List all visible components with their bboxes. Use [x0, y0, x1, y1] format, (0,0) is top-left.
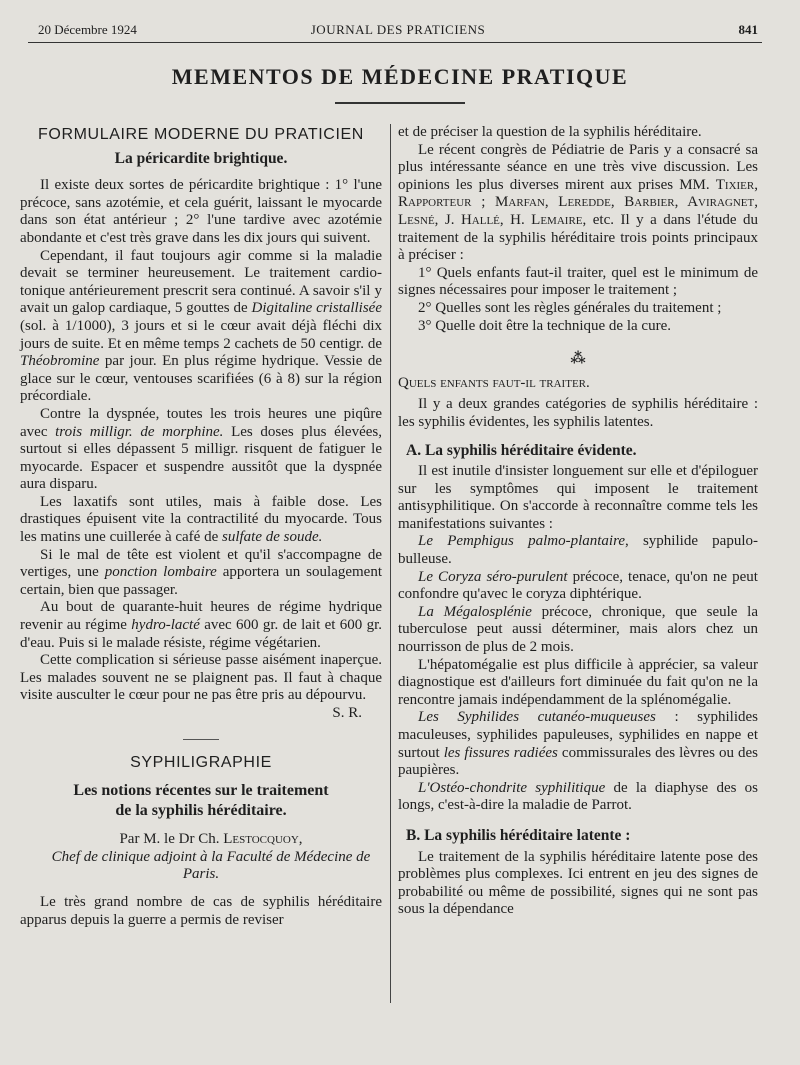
header-rule: [28, 42, 762, 43]
author-affiliation: Chef de clinique adjoint à la Faculté de Médecine de Paris.: [51, 848, 371, 883]
subsection-b-title: B. La syphilis héréditaire latente :: [406, 826, 631, 844]
title-rule: [335, 102, 465, 104]
paragraph: Le Coryza séro-purulent précoce, tenace, qu'on ne peut confondre qu'avec le coryza diphtérique.: [398, 568, 758, 603]
asterism: ⁂: [570, 351, 586, 368]
paragraph: Les laxatifs sont utiles, mais à faible dose. Les drastiques épuisent vite la contractilité du myocarde. Tous les matins une cuillerée à café de sulfate de soude.: [20, 493, 382, 546]
paragraph: L'Ostéo-chondrite syphilitique de la diaphyse des os longs, c'est-à-dire la maladie de Parrot.: [398, 779, 758, 814]
paragraph: Le traitement de la syphilis héréditaire latente pose des problèmes plus complexes. Ici entrent en jeu des signes de probabilité ou même de possibilité, signes qui ne sont pas sous la dépendance: [398, 848, 758, 918]
section-subtitle-pericardite: La péricardite brightique.: [114, 149, 288, 167]
section-separator: [183, 739, 219, 740]
paragraph: et de préciser la question de la syphilis héréditaire.: [398, 124, 702, 140]
paragraph: 2° Quelles sont les règles générales du traitement ;: [418, 299, 722, 316]
signature-line: [20, 705, 382, 723]
page-number: 841: [738, 22, 758, 37]
section-title-formulaire: FORMULAIRE MODERNE DU PRATICIEN: [38, 126, 364, 143]
paragraph: Il existe deux sortes de péricardite brightique : 1° l'une précoce, sans azotémie, et cela guérit, laissant le myocarde dans son état antérieur ; 2° l'une tardive avec azotémie abondante et c'est très grave dans les dix jours qui suivent.: [20, 177, 382, 246]
paragraph: Au bout de quarante-huit heures de régime hydrique revenir au régime hydro-lacté avec 600 gr. de lait et 600 gr. d'eau. Puis si le malade résiste, régime végétarien.: [20, 599, 382, 651]
paragraph: Cette complication si sérieuse passe aisément inaperçue. Les malades souvent ne se plaignent pas. Il faut à chaque visite ausculter le cœur pour ne pas être pris au dépourvu.: [20, 652, 382, 704]
left-column: [20, 124, 382, 929]
subsection-a-title: A. La syphilis héréditaire évidente.: [406, 441, 637, 459]
author-line: Par M. le Dr Ch. Lestocquoy,: [119, 831, 303, 848]
column-divider: [390, 124, 391, 1003]
right-column: [398, 124, 758, 919]
paragraph: Les Syphilides cutanéo-muqueuses : syphilides maculeuses, syphilides papuleuses, syphilides en nappe et surtout les fissures radiées commissurales des lèvres ou des paupières.: [398, 709, 758, 779]
article-title: Les notions récentes sur le traitement de la syphilis héréditaire.: [73, 782, 329, 820]
subsection-title: Quels enfants faut-il traiter.: [398, 374, 590, 391]
page-title: MEMENTOS DE MÉDECINE PRATIQUE: [171, 64, 629, 89]
paragraph: L'hépatomégalie est plus difficile à apprécier, sa valeur diagnostique est d'ailleurs fort diminuée du fait qu'on ne la rencontre jamais indépendamment de la splénomégalie.: [398, 656, 758, 708]
paragraph: Si le mal de tête est violent et qu'il s'accompagne de vertiges, une ponction lombaire apportera un soulagement certain, bien que passager.: [20, 546, 382, 598]
paragraph: Cependant, il faut toujours agir comme si la maladie devait se terminer heureusement. Le traitement cardio-tonique antérieurement prescrit sera continué. A savoir s'il y avait un galop cardiaque, 5 gouttes de Digitaline cristallisée (sol. à 1/1000), 3 jours et si le cœur avait déjà fléchi dix jours de suite. Et en même temps 2 cachets de 50 centigr. de Théobromine par jour. En plus régime hydrique. Vessie de glace sur le cœur, ventouses scarifiées (6 à 8) sur la région précordiale.: [20, 247, 382, 405]
paragraph: La Mégalosplénie précoce, chronique, que seule la tuberculose peut aussi déterminer, mais alors chez un nourrisson de plus de 2 mois.: [398, 603, 758, 656]
journal-name: JOURNAL DES PRATICIENS: [310, 22, 486, 37]
paragraph: Le Pemphigus palmo-plantaire, syphilide papulo-bulleuse.: [398, 533, 758, 568]
paragraph: Contre la dyspnée, toutes les trois heures une piqûre avec trois milligr. de morphine. Les doses plus élevées, surtout si elles dépassent 5 milligr. risquent de fatiguer le myocarde. Espacer et suspendre aussitôt que la dyspnée aura disparu.: [20, 405, 382, 493]
issue-date: 20 Décembre 1924: [38, 22, 137, 37]
running-header: [38, 22, 758, 42]
paragraph: Il est inutile d'insister longuement sur elle et d'épiloguer sur les symptômes qui imposent le traitement antisyphilitique. On s'accorde à reconnaître comme tels les manifestations suivantes :: [398, 463, 758, 532]
signature: S. R.: [332, 705, 362, 721]
section-title-syphiligraphie: SYPHILIGRAPHIE: [130, 753, 272, 771]
paragraph: 1° Quels enfants faut-il traiter, quel est le minimum de signes nécessaires pour imposer le traitement ;: [398, 264, 758, 299]
paragraph: Il y a deux grandes catégories de syphilis héréditaire : les syphilis évidentes, les syphilis latentes.: [398, 396, 758, 430]
paragraph: Le récent congrès de Pédiatrie de Paris y a consacré sa plus intéressante séance en une très vive discussion. Les opinions les plus diverses mirent aux prises MM. Tixier, Rapporteur ; Marfan, Leredde, Barbier, Aviragnet, Lesné, J. Hallé, H. Lemaire, etc. Il y a dans l'étude du traitement de la syphilis héréditaire trois points principaux à préciser :: [398, 141, 759, 264]
paragraph: Le très grand nombre de cas de syphilis héréditaire apparus depuis la guerre a permis de reviser: [20, 893, 382, 928]
paragraph: 3° Quelle doit être la technique de la cure.: [418, 317, 671, 334]
